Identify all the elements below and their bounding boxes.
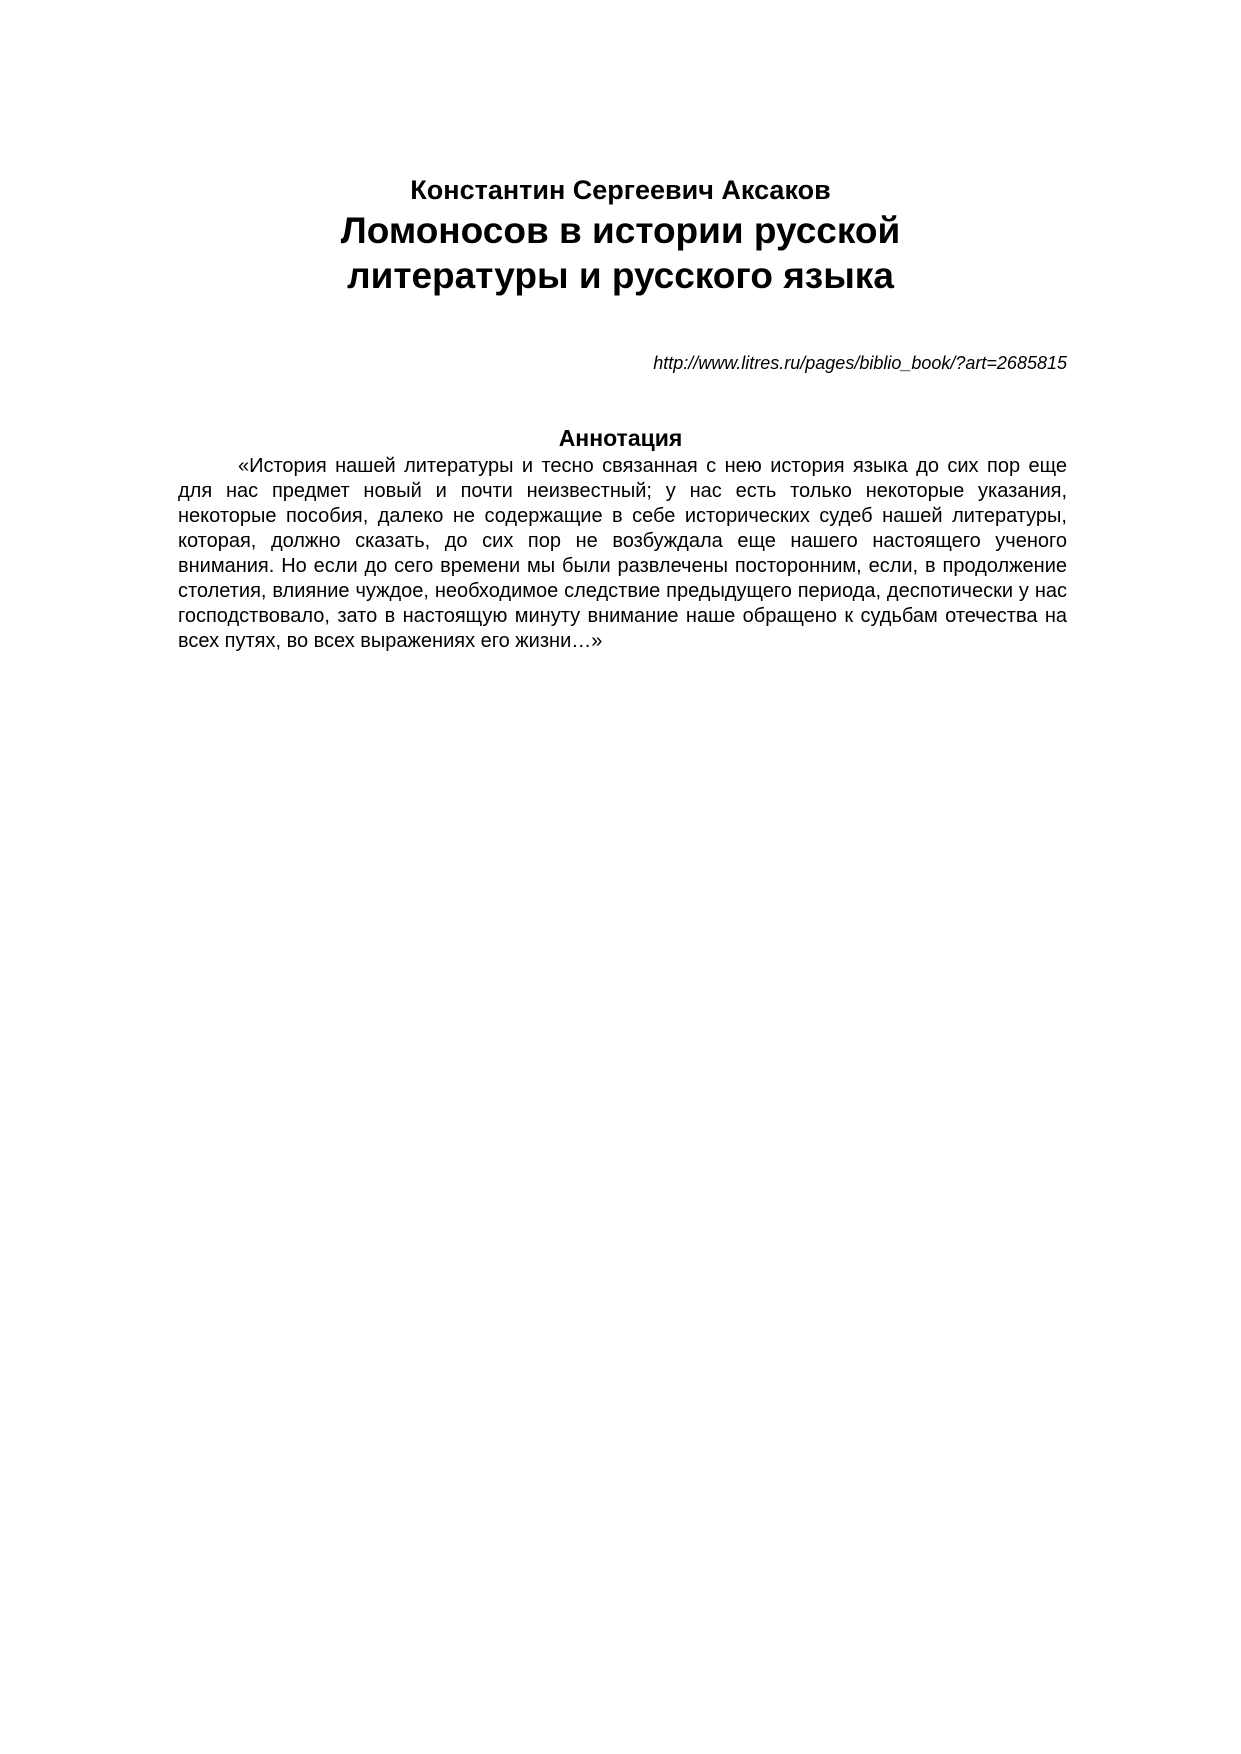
source-url: http://www.litres.ru/pages/biblio_book/?art=2685815 bbox=[653, 353, 1067, 373]
annotation-text: «История нашей литературы и тесно связанная с нею история языка до сих пор еще для нас предмет новый и почти неизвестный; у нас есть только некоторые указания, некоторые пособия, далеко не содержащие в себе исторических судеб нашей литературы, которая, должно сказать, до сих пор не возбуждала еще нашего настоящего ученого внимания. Но если до сего времени мы были развлечены посторонним, если, в продолжение столетия, влияние чуждое, необходимое следствие предыдущего периода, деспотически у нас господствовало, зато в настоящую минуту внимание наше обращено к судьбам отечества на всех путях, во всех выражениях его жизни…» bbox=[178, 455, 1067, 652]
book-title bbox=[0, 208, 1241, 298]
book-title-line-2: литературы и русского языка bbox=[347, 255, 894, 296]
annotation-heading: Аннотация bbox=[558, 425, 683, 451]
book-title-line-1: Ломоносов в истории русской bbox=[340, 210, 901, 251]
author-name: Константин Сергеевич Аксаков bbox=[410, 175, 831, 205]
